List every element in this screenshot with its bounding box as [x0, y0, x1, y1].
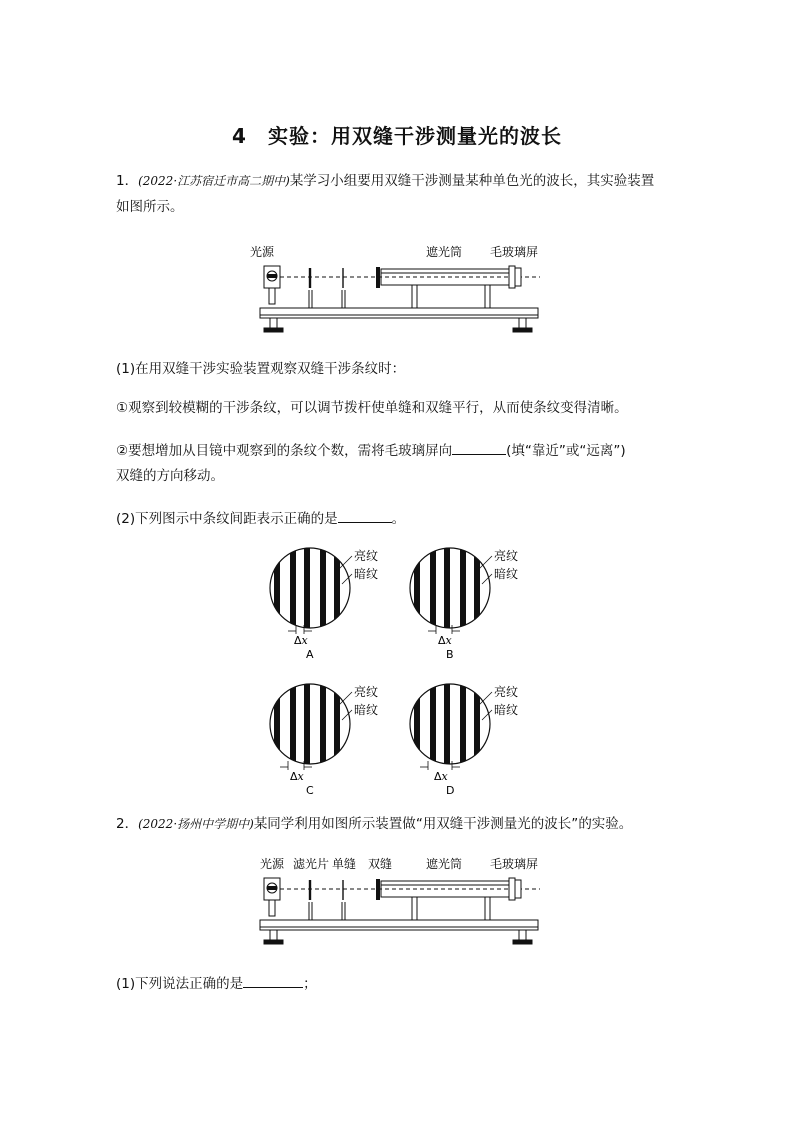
q1-item1: ①观察到较模糊的干涉条纹，可以调节拨杆使单缝和双缝平行，从而使条纹变得清晰。	[116, 400, 628, 416]
option-label-d: D	[446, 784, 455, 797]
q2-stem-post: 的实验。	[578, 816, 633, 832]
q2-label-light-source: 光源	[260, 857, 285, 871]
q2-apparatus-figure	[250, 852, 550, 952]
q1-source: (2022·江苏宿迁市高二期中)	[138, 174, 290, 188]
q2-label-filter: 滤光片	[293, 857, 330, 871]
fringe-option-a	[270, 540, 378, 661]
q2-number: 2．	[116, 816, 139, 832]
q2-source: (2022·扬州中学期中)	[138, 817, 254, 831]
fringe-option-c	[270, 676, 378, 797]
delta-x-label: Δx	[434, 770, 448, 783]
option-label-a: A	[306, 648, 314, 661]
q1-item2-pre: ②要想增加从目镜中观察到的条纹个数，需将毛玻璃屏向	[116, 443, 453, 459]
q1-part2-pre: (2)下列图示中条纹间距表示正确的是	[116, 511, 338, 527]
q1-part1: (1)在用双缝干涉实验装置观察双缝干涉条纹时：	[116, 361, 406, 377]
q1-item2-post: (填“靠近”或“远离”)	[506, 443, 626, 459]
q2-part1-answer-blank[interactable]	[243, 973, 303, 988]
q1-fringe-options-figure	[268, 540, 558, 797]
q2-label-screen: 毛玻璃屏	[490, 857, 539, 871]
delta-x-label: Δx	[294, 634, 308, 647]
bright-fringe-label: 亮纹	[494, 549, 519, 563]
option-label-c: C	[306, 784, 314, 797]
option-label-b: B	[446, 648, 454, 661]
fringe-option-d	[410, 676, 518, 797]
q2-stem-pre: 某同学利用如图所示装置做	[253, 816, 416, 832]
q1-stem-line1	[116, 170, 654, 192]
q2-part1-pre: (1)下列说法正确的是	[116, 976, 244, 992]
q1-stem-line2: 如图所示。	[116, 199, 184, 215]
dark-fringe-label: 暗纹	[494, 567, 519, 581]
fringe-option-b	[410, 540, 518, 661]
q1-part2	[116, 508, 405, 530]
delta-x-label: Δx	[438, 634, 452, 647]
page-title: 4 实验：用双缝干涉测量光的波长	[232, 124, 562, 148]
q1-part2-post: 。	[391, 511, 406, 527]
q2-stem-quote: “用双缝干涉测量光的波长”	[415, 816, 579, 832]
label-screen: 毛玻璃屏	[490, 245, 539, 259]
delta-x-label: Δx	[290, 770, 304, 783]
q1-item2-line2: 双缝的方向移动。	[116, 468, 224, 484]
bright-fringe-label: 亮纹	[494, 685, 519, 699]
q1-part2-answer-blank[interactable]	[338, 508, 392, 523]
q1-number: 1．	[116, 173, 139, 189]
q2-part1-post: ；	[303, 976, 317, 992]
q1-item2-line1	[116, 440, 626, 462]
dark-fringe-label: 暗纹	[354, 703, 379, 717]
label-tube: 遮光筒	[426, 245, 463, 259]
dark-fringe-label: 暗纹	[354, 567, 379, 581]
bright-fringe-label: 亮纹	[354, 549, 379, 563]
q2-label-single-slit: 单缝	[332, 857, 357, 871]
q2-label-tube: 遮光筒	[426, 857, 463, 871]
q2-label-double-slit: 双缝	[368, 857, 393, 871]
q1-apparatus-figure	[250, 238, 550, 338]
q2-stem	[116, 813, 632, 835]
apparatus-drawing	[260, 266, 540, 332]
q1-item2-answer-blank[interactable]	[452, 440, 506, 455]
dark-fringe-label: 暗纹	[494, 703, 519, 717]
bright-fringe-label: 亮纹	[354, 685, 379, 699]
q2-part1	[116, 973, 317, 995]
q1-stem-text: 某学习小组要用双缝干涉测量某种单色光的波长，其实验装置	[289, 173, 655, 189]
q2-apparatus-drawing	[260, 878, 540, 944]
fringe-options-group	[270, 540, 518, 797]
label-light-source: 光源	[250, 245, 275, 259]
